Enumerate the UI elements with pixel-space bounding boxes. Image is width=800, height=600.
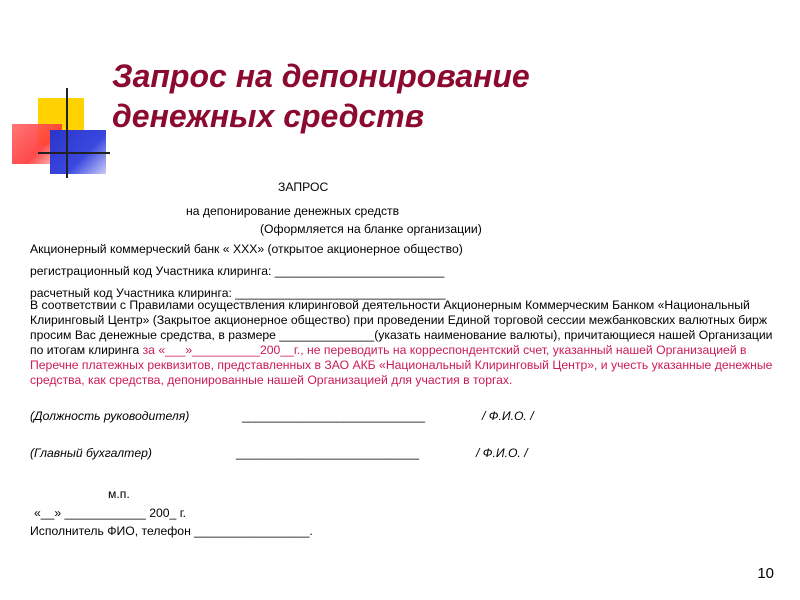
director-label: (Должность руководителя)	[30, 409, 190, 423]
date-line: «__» ____________ 200_ г.	[34, 506, 187, 520]
paragraph-highlight: за «___»__________200__г., не переводить на корреспондентский счет, указанный нашей Организацией в Перечне платежных реквизитов, представленных в ЗАО АКБ «Национальный Клиринговый Центр», и учесть указанные денежные средства, как средства, депонированные нашей Организацией для участия в торгах.	[30, 343, 773, 387]
slide-title	[112, 56, 732, 136]
document-heading: ЗАПРОС	[278, 180, 329, 194]
stamp-place: м.п.	[108, 487, 130, 501]
page-number: 10	[757, 565, 774, 582]
title-line-2: денежных средств	[112, 98, 425, 134]
document-subheading: на депонирование денежных средств	[186, 204, 400, 218]
bank-line: Акционерный коммерческий банк « ХХХ» (открытое акционерное общество)	[30, 242, 463, 256]
reg-code-line: регистрационный код Участника клиринга: _________________________	[30, 264, 445, 278]
executor-line: Исполнитель ФИО, телефон _________________.	[30, 524, 313, 538]
horizontal-line	[38, 152, 110, 154]
vertical-line	[66, 88, 68, 178]
title-line-1: Запрос на депонирование	[112, 58, 530, 94]
director-name: / Ф.И.О. /	[482, 409, 534, 423]
accountant-signature-line: ___________________________	[236, 446, 420, 460]
paragraph-text: В соответствии с Правилами осуществления клиринговой деятельности Акционерным Коммерческим Банком «Национальный Клиринговый Центр» (Закрытое акционерное общество) при проведении Единой торговой сессии межбанковских валютных бирж просим Вас денежные средства, в размере ______________(указать наименование валюты), причитающиеся нашей Организации по итогам клиринга	[30, 298, 773, 357]
accountant-name: / Ф.И.О. /	[476, 446, 528, 460]
decorative-logo	[0, 0, 120, 190]
director-signature-line: ___________________________	[242, 409, 426, 423]
settlement-code-line: расчетный код Участника клиринга: _______________________________	[30, 286, 446, 300]
request-paragraph	[30, 298, 778, 388]
accountant-label: (Главный бухгалтер)	[30, 446, 152, 460]
document-note: (Оформляется на бланке организации)	[260, 222, 482, 236]
